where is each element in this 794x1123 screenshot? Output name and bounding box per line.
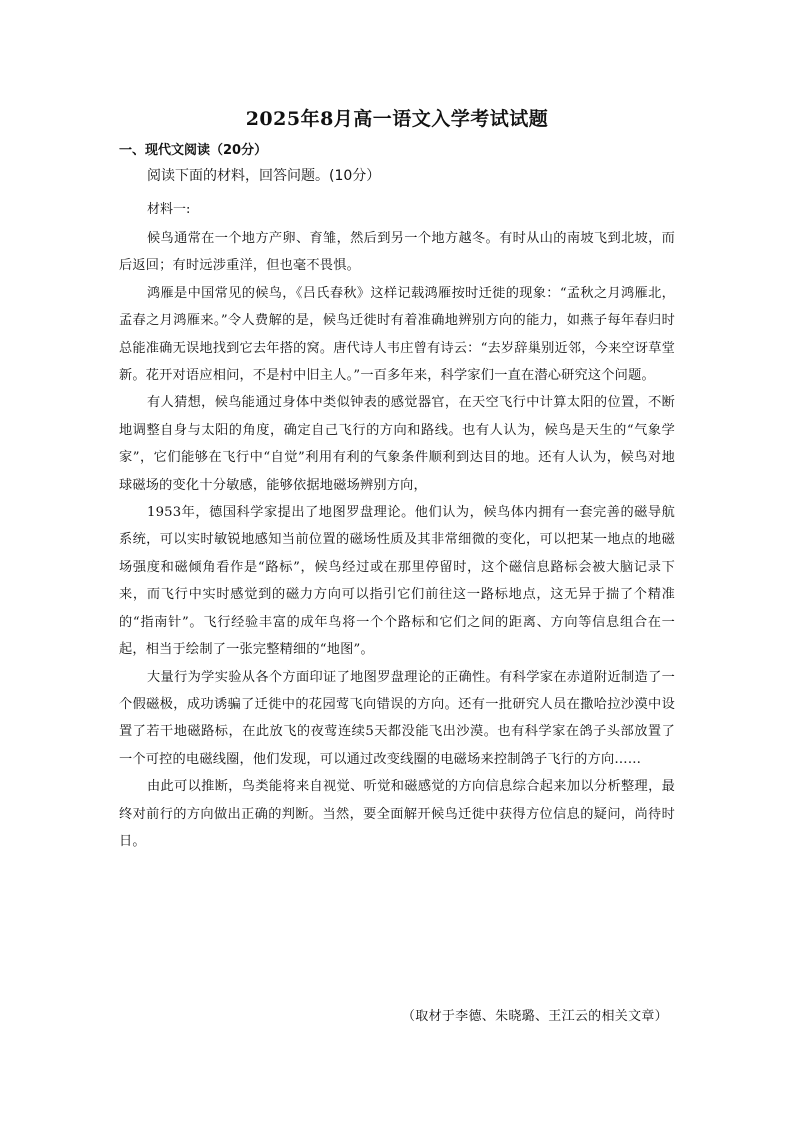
material-label: 材料一:	[147, 202, 191, 217]
paragraph-6: 由此可以推断，鸟类能将来自视觉、听觉和磁感觉的方向信息综合起来加以分析整理，最终对前行的方向做出正确的判断。当然，要全面解开候鸟迁徙中获得方位信息的疑问，尚待时日。	[119, 779, 675, 849]
paragraph-2: 鸿雁是中国常见的候鸟，《吕氏春秋》这样记载鸿雁按时迁徙的现象：“孟秋之月鸿雁北，孟春之月鸿雁来。”令人费解的是，候鸟迁徙时有着准确地辨别方向的能力，如燕子每年春归时总能准确无误地找到它去年搭的窝。唐代诗人韦庄曾有诗云：“去岁辞巢别近邻，今来空讶草堂新。花开对语应相问，不是村中旧主人。”一百多年来，科学家们一直在潜心研究这个问题。	[119, 285, 675, 384]
exam-title: 2025年8月高一语文入学考试试题	[245, 108, 549, 130]
paragraph-3: 有人猜想，候鸟能通过身体中类似钟表的感觉器官，在天空飞行中计算太阳的位置，不断地调整自身与太阳的角度，确定自己飞行的方向和路线。也有人认为，候鸟是天生的“气象学家”，它们能够在飞行中“自觉”利用有利的气象条件顺利到达目的地。还有人认为，候鸟对地球磁场的变化十分敏感，能够依据地磁场辨别方向，	[119, 395, 675, 493]
reading-instruction: 阅读下面的材料，回答问题。(10分）	[147, 168, 381, 184]
article-body	[119, 225, 675, 855]
source-citation: （取材于李德、朱晓璐、王江云的相关文章）	[401, 1009, 668, 1024]
paragraph-4: 1953年，德国科学家提出了地图罗盘理论。他们认为，候鸟体内拥有一套完善的磁导航系统，可以实时敏锐地感知当前位置的磁场性质及其非常细微的变化，可以把某一地点的地磁场强度和磁倾角看作是“路标”，候鸟经过或在那里停留时，这个磁信息路标会被大脑记录下来，而飞行中实时感觉到的磁力方向可以指引它们前往这一路标地点，这无异于揣了个精准的“指南针”。飞行经验丰富的成年鸟将一个个路标和它们之间的距离、方向等信息组合在一起，相当于绘制了一张完整精细的“地图”。	[119, 505, 675, 658]
paragraph-1: 候鸟通常在一个地方产卵、育雏，然后到另一个地方越冬。有时从山的南坡飞到北坡，而后返回；有时远涉重洋，但也毫不畏惧。	[119, 231, 675, 274]
section-heading: 一、现代文阅读（20分）	[119, 143, 268, 158]
paragraph-5: 大量行为学实验从各个方面印证了地图罗盘理论的正确性。有科学家在赤道附近制造了一个假磁极，成功诱骗了迁徙中的花园莺飞向错误的方向。还有一批研究人员在撒哈拉沙漠中设置了若干地磁路标，在此放飞的夜莺连续5天都没能飞出沙漠。也有科学家在鸽子头部放置了一个可控的电磁线圈，他们发现，可以通过改变线圈的电磁场来控制鸽子飞行的方向……	[119, 669, 675, 767]
